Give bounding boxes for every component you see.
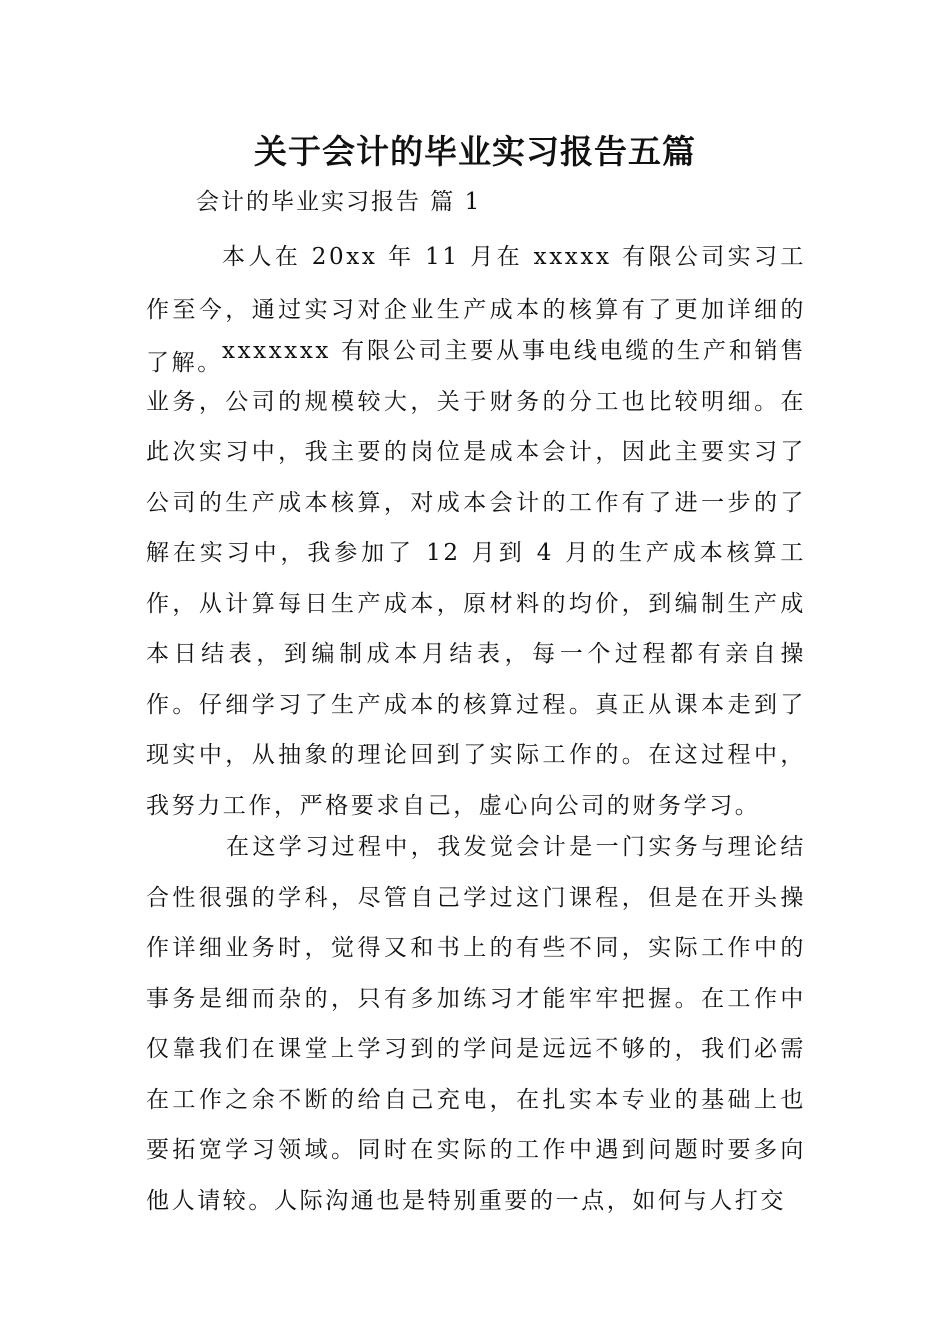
section-heading: 会计的毕业实习报告 篇 1	[196, 189, 482, 215]
paragraph-1: 本人在 20xx 年 11 月在 xxxxx 有限公司实习工作至今，通过实习对企业生产成本的核算有了更加详细的了解。	[146, 244, 806, 376]
document-title: 关于会计的毕业实习报告五篇	[254, 132, 696, 171]
paragraph-2: xxxxxxx 有限公司主要从事电线电缆的生产和销售业务，公司的规模较大，关于财务的分工也比较明细。在此次实习中，我主要的岗位是成本会计，因此主要实习了公司的生产成本核算，对成本会计的工作有了进一步的了解在实习中，我参加了 12 月到 4 月的生产成本核算工作，从计算每日生产成本，原材料的均价，到编制生产成本日结表，到编制成本月结表，每一个过程都有亲自操作。仔细学习了生产成本的核算过程。真正从课本走到了现实中，从抽象的理论回到了实际工作的。在这过程中，我努力工作，严格要求自己，虚心向公司的财务学习。	[146, 338, 806, 819]
paragraph-3: 在这学习过程中，我发觉会计是一门实务与理论结合性很强的学科，尽管自己学过这门课程，但是在开头操作详细业务时，觉得又和书上的有些不同，实际工作中的事务是细而杂的，只有多加练习才能牢牢把握。在工作中仅靠我们在课堂上学习到的学问是远远不够的，我们必需在工作之余不断的给自己充电，在扎实本专业的基础上也要拓宽学习领域。同时在实际的工作中遇到问题时要多向他人请较。人际沟通也是特别重要的一点，如何与人打交	[146, 834, 806, 1214]
